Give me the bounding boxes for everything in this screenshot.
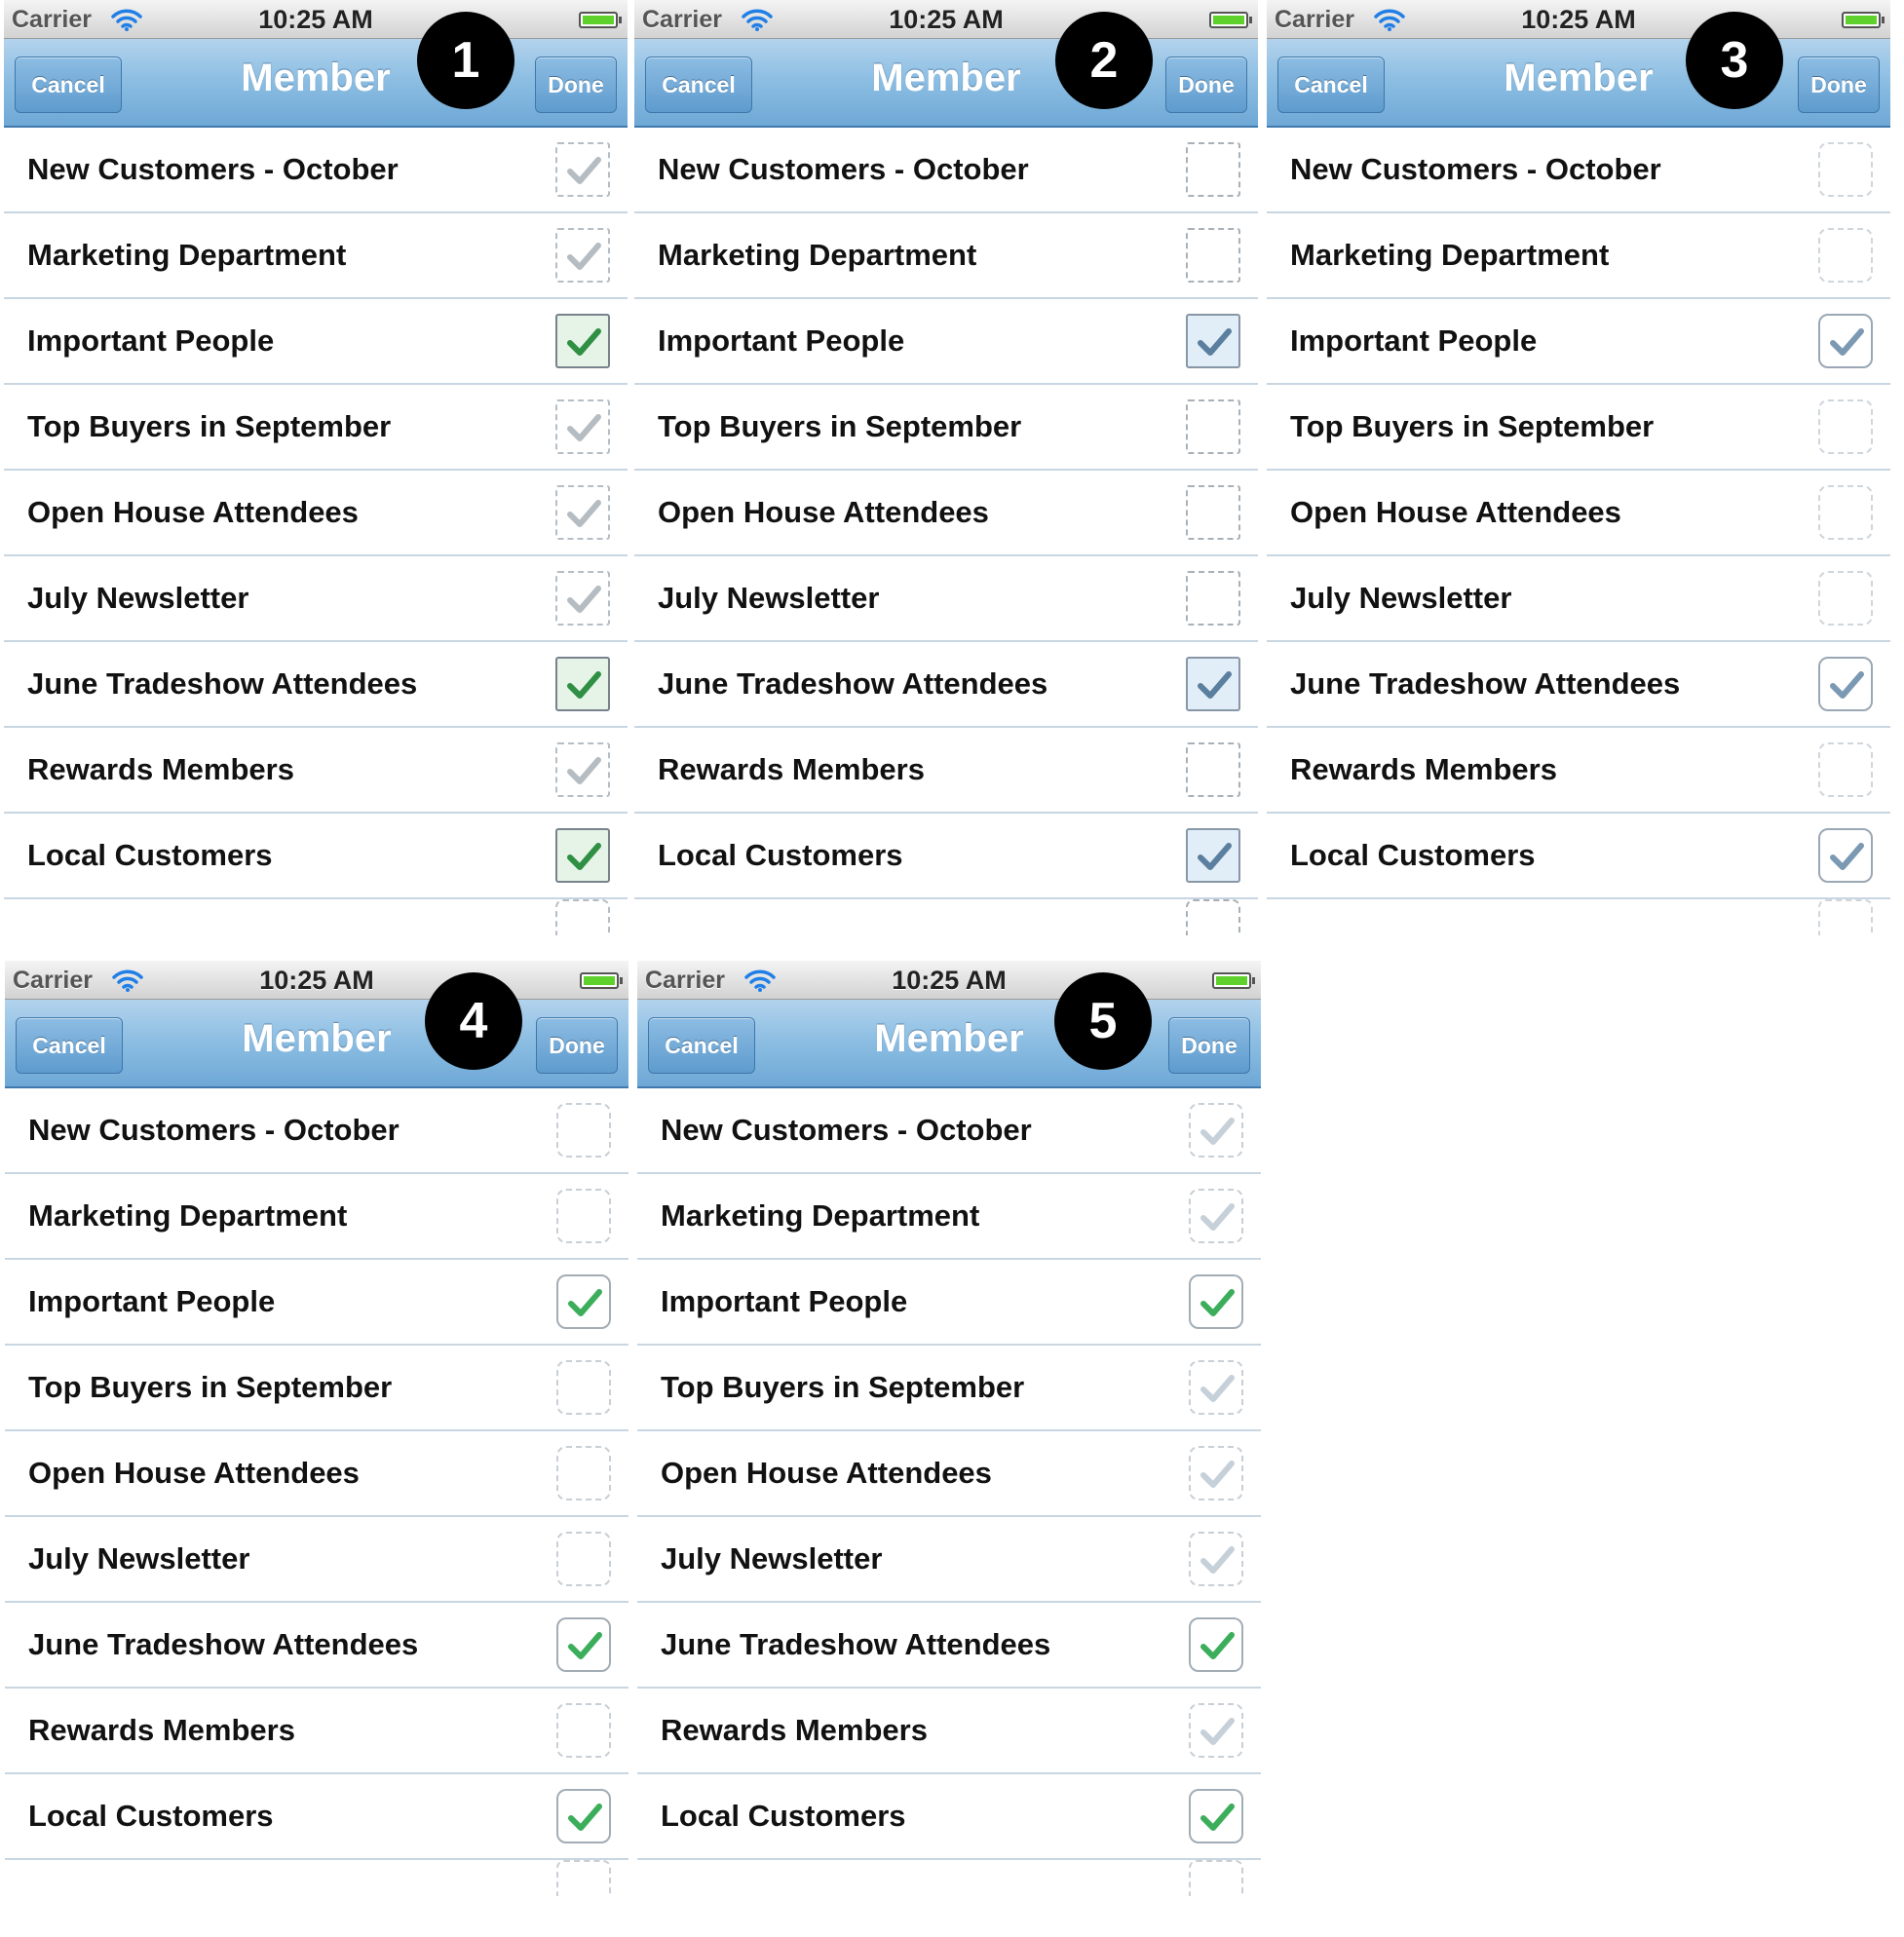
list-item-label: New Customers - October [661, 1113, 1032, 1147]
carrier-label: Carrier [645, 967, 725, 994]
cancel-button[interactable]: Cancel [16, 1017, 123, 1074]
checkbox-unchecked[interactable] [1818, 228, 1873, 283]
checkmark-icon [1198, 1798, 1237, 1837]
list-item-label: Open House Attendees [661, 1456, 992, 1490]
list-item-label: Rewards Members [658, 752, 925, 786]
list-item[interactable] [4, 556, 628, 642]
carrier-label: Carrier [12, 6, 92, 33]
checkbox-checked[interactable] [1818, 314, 1873, 368]
list-item-label: Rewards Members [27, 752, 294, 786]
checkbox-unchecked[interactable] [556, 1189, 611, 1243]
checkmark-icon [564, 323, 603, 361]
checkbox-checked[interactable] [1189, 1274, 1243, 1329]
checkbox-unchecked[interactable] [556, 1360, 611, 1415]
checkbox-unchecked[interactable] [1189, 1360, 1243, 1415]
list-item[interactable] [1267, 299, 1890, 385]
list-item-label: Important People [658, 323, 905, 358]
checkbox-unchecked[interactable] [1189, 1189, 1243, 1243]
cancel-button[interactable]: Cancel [645, 57, 752, 113]
checkbox-checked[interactable] [1186, 828, 1240, 883]
checkmark-icon [564, 580, 603, 619]
checkbox-unchecked[interactable] [1186, 571, 1240, 626]
checkbox-unchecked[interactable] [1818, 742, 1873, 797]
carrier-label: Carrier [1275, 6, 1354, 33]
list-item[interactable] [1267, 213, 1890, 299]
list-item-label: Marketing Department [658, 238, 977, 272]
list-item-label: Open House Attendees [1290, 495, 1621, 529]
status-time: 10:25 AM [892, 966, 1007, 995]
checkbox-unchecked[interactable] [555, 228, 610, 283]
phone-frame-3 [1267, 0, 1890, 935]
checkmark-icon [1827, 665, 1866, 704]
navigation-bar [1267, 39, 1890, 128]
list-item[interactable] [634, 299, 1258, 385]
checkbox-unchecked[interactable] [555, 399, 610, 454]
list-item[interactable] [4, 814, 628, 899]
checkbox-unchecked[interactable] [556, 1532, 611, 1586]
checkbox-unchecked[interactable] [1186, 485, 1240, 540]
list-item-label: Marketing Department [27, 238, 347, 272]
list-item-label: New Customers - October [28, 1113, 400, 1147]
list-item[interactable] [4, 299, 628, 385]
list-item[interactable] [634, 728, 1258, 814]
checkmark-icon [1195, 323, 1234, 361]
checkmark-icon [564, 237, 603, 276]
list-item[interactable] [1267, 728, 1890, 814]
checkbox-checked[interactable] [1186, 314, 1240, 368]
list-item-label: Marketing Department [661, 1198, 980, 1233]
list-item[interactable] [637, 1774, 1261, 1860]
list-item-label: June Tradeshow Attendees [27, 666, 418, 701]
list-item-label: Top Buyers in September [661, 1370, 1025, 1404]
checkbox-unchecked[interactable] [1189, 1703, 1243, 1758]
carrier-label: Carrier [642, 6, 722, 33]
checkbox-unchecked[interactable] [555, 485, 610, 540]
checkbox-unchecked[interactable] [1189, 1532, 1243, 1586]
checkbox-checked[interactable] [556, 1789, 611, 1843]
status-bar [634, 0, 1258, 39]
checkbox-checked[interactable] [556, 1617, 611, 1672]
list-item[interactable] [5, 1431, 628, 1517]
checkbox-unchecked[interactable] [1818, 399, 1873, 454]
list-item-label: Important People [27, 323, 275, 358]
list-item[interactable] [4, 385, 628, 471]
checkmark-icon [564, 151, 603, 190]
list-item[interactable] [637, 1346, 1261, 1431]
battery-icon [579, 12, 618, 28]
status-bar [637, 961, 1261, 1000]
step-number-badge: 2 [1055, 12, 1153, 109]
list-item-label: Top Buyers in September [28, 1370, 393, 1404]
battery-icon [1842, 12, 1881, 28]
list-item-label: July Newsletter [28, 1541, 250, 1576]
list-item[interactable] [634, 385, 1258, 471]
status-bar [1267, 0, 1890, 39]
checkbox-partial [1818, 899, 1873, 935]
checkbox-unchecked[interactable] [1189, 1446, 1243, 1500]
checkbox-checked[interactable] [555, 657, 610, 711]
group-list [634, 128, 1258, 899]
checkmark-icon [565, 1798, 604, 1837]
checkbox-checked[interactable] [1189, 1617, 1243, 1672]
step-number-badge: 5 [1054, 972, 1152, 1070]
done-button[interactable]: Done [535, 57, 617, 113]
list-item-label: Open House Attendees [27, 495, 359, 529]
list-item[interactable] [5, 1774, 628, 1860]
list-item[interactable] [1267, 814, 1890, 899]
list-item-label: June Tradeshow Attendees [661, 1627, 1051, 1661]
done-button[interactable]: Done [1168, 1017, 1250, 1074]
list-item-label: July Newsletter [1290, 581, 1512, 615]
list-item-label: Marketing Department [28, 1198, 348, 1233]
list-item[interactable] [634, 642, 1258, 728]
list-item-label: New Customers - October [27, 152, 399, 186]
list-item[interactable] [4, 213, 628, 299]
list-item-label: Important People [1290, 323, 1538, 358]
list-item[interactable] [5, 1174, 628, 1260]
nav-title: Member [871, 57, 1021, 99]
navigation-bar [637, 1000, 1261, 1088]
phone-frame-1 [4, 0, 628, 935]
status-time: 10:25 AM [259, 966, 374, 995]
list-item[interactable] [4, 471, 628, 556]
list-item[interactable] [1267, 385, 1890, 471]
checkmark-icon [1198, 1540, 1237, 1579]
step-number-badge: 3 [1686, 12, 1783, 109]
list-item-label: July Newsletter [658, 581, 880, 615]
list-item-label: Local Customers [1290, 838, 1536, 872]
checkmark-icon [1198, 1283, 1237, 1322]
list-item[interactable] [1267, 556, 1890, 642]
battery-icon [580, 972, 619, 989]
checkbox-unchecked[interactable] [1818, 142, 1873, 197]
list-item-label: Top Buyers in September [27, 409, 392, 443]
phone-frame-4 [5, 961, 628, 1896]
checkmark-icon [564, 494, 603, 533]
list-item[interactable] [5, 1346, 628, 1431]
list-item-label: Top Buyers in September [658, 409, 1022, 443]
cancel-button[interactable]: Cancel [648, 1017, 755, 1074]
checkmark-icon [564, 837, 603, 876]
list-item[interactable] [5, 1260, 628, 1346]
list-item[interactable] [637, 1431, 1261, 1517]
checkbox-unchecked[interactable] [556, 1446, 611, 1500]
checkmark-icon [564, 665, 603, 704]
checkbox-checked[interactable] [1189, 1789, 1243, 1843]
nav-title: Member [874, 1017, 1024, 1060]
checkbox-unchecked[interactable] [1186, 142, 1240, 197]
list-item[interactable] [634, 471, 1258, 556]
phone-frame-5 [637, 961, 1261, 1896]
checkmark-icon [1198, 1112, 1237, 1151]
checkbox-checked[interactable] [556, 1274, 611, 1329]
list-item[interactable] [1267, 471, 1890, 556]
list-item-label: June Tradeshow Attendees [1290, 666, 1681, 701]
list-item-label: New Customers - October [1290, 152, 1661, 186]
list-item[interactable] [634, 814, 1258, 899]
carrier-label: Carrier [13, 967, 93, 994]
list-item[interactable] [4, 128, 628, 213]
list-item[interactable] [634, 213, 1258, 299]
step-number-badge: 4 [425, 972, 522, 1070]
checkmark-icon [564, 751, 603, 790]
list-item-label: Local Customers [658, 838, 903, 872]
group-list [4, 128, 628, 899]
list-item-label: June Tradeshow Attendees [658, 666, 1048, 701]
list-item[interactable] [637, 1260, 1261, 1346]
list-item[interactable] [5, 1689, 628, 1774]
list-item-label: July Newsletter [661, 1541, 883, 1576]
battery-icon [1212, 972, 1251, 989]
checkmark-icon [564, 408, 603, 447]
list-item[interactable] [637, 1517, 1261, 1603]
checkbox-unchecked[interactable] [556, 1703, 611, 1758]
list-item-label: Marketing Department [1290, 238, 1610, 272]
list-item-label: Local Customers [27, 838, 273, 872]
cancel-button[interactable]: Cancel [15, 57, 122, 113]
list-item-label: Rewards Members [1290, 752, 1557, 786]
done-button[interactable]: Done [1165, 57, 1247, 113]
battery-icon [1209, 12, 1248, 28]
checkmark-icon [1195, 837, 1234, 876]
status-time: 10:25 AM [258, 5, 373, 34]
step-number-badge: 1 [417, 12, 514, 109]
list-item-label: Open House Attendees [658, 495, 989, 529]
checkbox-unchecked[interactable] [555, 142, 610, 197]
status-time: 10:25 AM [889, 5, 1004, 34]
list-item[interactable] [5, 1517, 628, 1603]
list-item-label: Open House Attendees [28, 1456, 360, 1490]
nav-title: Member [1504, 57, 1654, 99]
cancel-button[interactable]: Cancel [1277, 57, 1385, 113]
list-item[interactable] [1267, 128, 1890, 213]
list-item[interactable] [634, 128, 1258, 213]
phone-frame-2 [634, 0, 1258, 935]
checkbox-partial [556, 1860, 611, 1896]
checkmark-icon [565, 1626, 604, 1665]
checkbox-checked[interactable] [1186, 657, 1240, 711]
list-item-label: Important People [28, 1284, 276, 1318]
list-item[interactable] [1267, 642, 1890, 728]
checkbox-partial [1186, 899, 1240, 935]
list-item[interactable] [4, 642, 628, 728]
checkmark-icon [1198, 1712, 1237, 1751]
checkbox-unchecked[interactable] [1818, 485, 1873, 540]
done-button[interactable]: Done [536, 1017, 618, 1074]
list-item[interactable] [637, 1689, 1261, 1774]
done-button[interactable]: Done [1798, 57, 1880, 113]
checkbox-unchecked[interactable] [1186, 228, 1240, 283]
list-item-label: Local Customers [28, 1799, 274, 1833]
list-item-label: Important People [661, 1284, 908, 1318]
checkmark-icon [1827, 837, 1866, 876]
list-item-label: New Customers - October [658, 152, 1029, 186]
list-item[interactable] [634, 556, 1258, 642]
list-item-label: June Tradeshow Attendees [28, 1627, 419, 1661]
status-bar [5, 961, 628, 1000]
navigation-bar [4, 39, 628, 128]
checkmark-icon [1198, 1626, 1237, 1665]
group-list [5, 1088, 628, 1860]
list-item-label: Rewards Members [28, 1713, 295, 1747]
list-item-label: July Newsletter [27, 581, 249, 615]
checkbox-unchecked[interactable] [555, 571, 610, 626]
checkbox-unchecked[interactable] [555, 742, 610, 797]
checkbox-unchecked[interactable] [1818, 571, 1873, 626]
group-list [637, 1088, 1261, 1860]
navigation-bar [5, 1000, 628, 1088]
list-item-label: Rewards Members [661, 1713, 928, 1747]
list-item-label: Local Customers [661, 1799, 906, 1833]
checkbox-unchecked[interactable] [556, 1103, 611, 1158]
status-time: 10:25 AM [1521, 5, 1636, 34]
list-item[interactable] [637, 1174, 1261, 1260]
list-item[interactable] [4, 728, 628, 814]
checkmark-icon [1195, 665, 1234, 704]
nav-title: Member [241, 57, 391, 99]
checkbox-checked[interactable] [1818, 828, 1873, 883]
checkbox-unchecked[interactable] [1186, 742, 1240, 797]
checkbox-partial [555, 899, 610, 935]
checkmark-icon [1198, 1197, 1237, 1236]
group-list [1267, 128, 1890, 899]
nav-title: Member [242, 1017, 392, 1060]
checkbox-partial [1189, 1860, 1243, 1896]
checkmark-icon [1198, 1369, 1237, 1408]
list-item[interactable] [637, 1088, 1261, 1174]
navigation-bar [634, 39, 1258, 128]
checkmark-icon [1198, 1455, 1237, 1494]
checkbox-unchecked[interactable] [1189, 1103, 1243, 1158]
checkmark-icon [1827, 323, 1866, 361]
list-item[interactable] [637, 1603, 1261, 1689]
checkbox-checked[interactable] [1818, 657, 1873, 711]
checkbox-checked[interactable] [555, 828, 610, 883]
list-item[interactable] [5, 1088, 628, 1174]
checkbox-unchecked[interactable] [1186, 399, 1240, 454]
status-bar [4, 0, 628, 39]
checkbox-checked[interactable] [555, 314, 610, 368]
checkmark-icon [565, 1283, 604, 1322]
list-item-label: Top Buyers in September [1290, 409, 1655, 443]
list-item[interactable] [5, 1603, 628, 1689]
